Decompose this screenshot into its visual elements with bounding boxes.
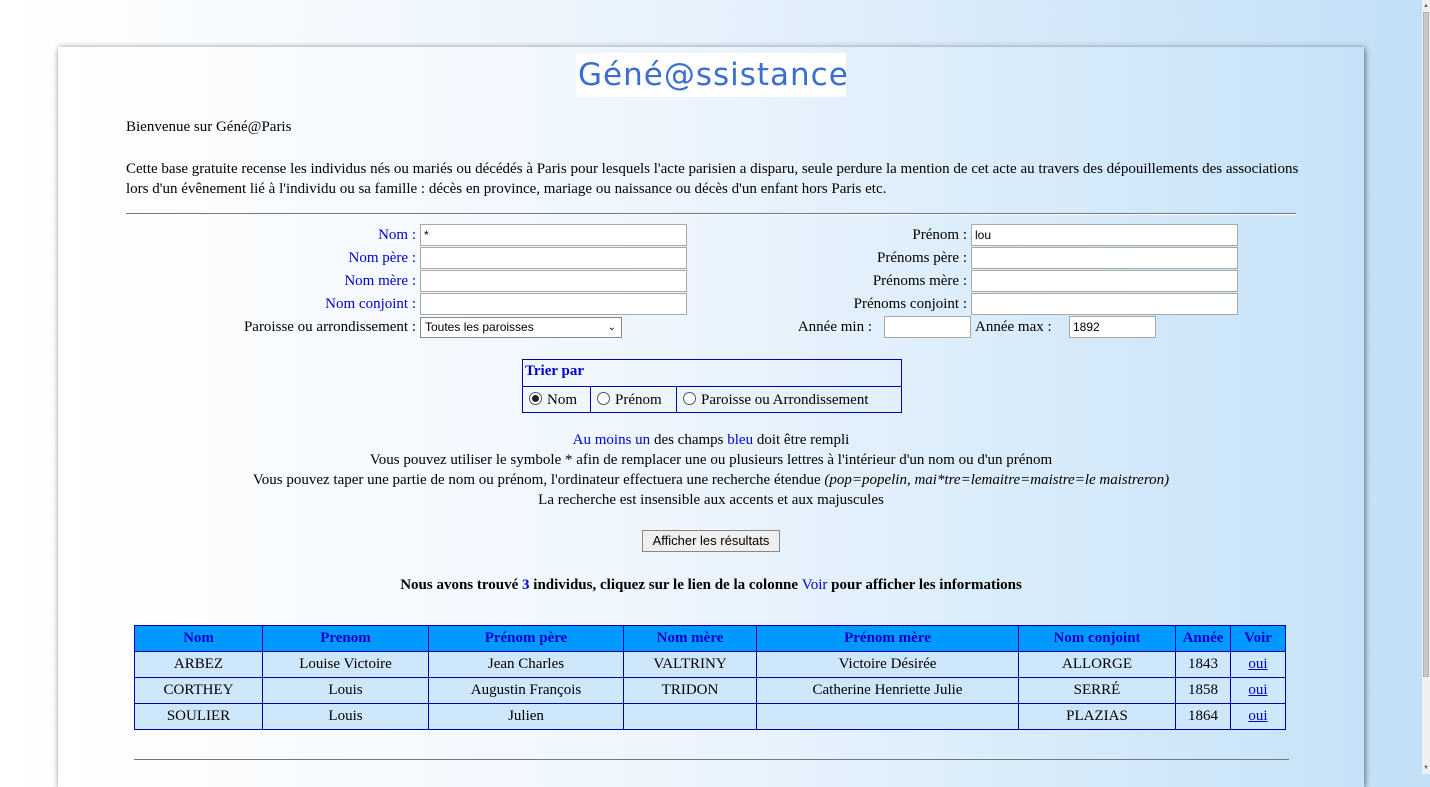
welcome-text: Bienvenue sur Géné@Paris bbox=[126, 119, 292, 135]
help-example: (pop=popelin, mai*tre=lemaitre=maistre=le maistreron) bbox=[824, 472, 1170, 488]
page-scrollbar[interactable] bbox=[1422, 0, 1430, 774]
table-row bbox=[135, 652, 1286, 678]
header-prenom-pere: Prénom père bbox=[429, 626, 624, 652]
bottom-divider bbox=[134, 759, 1289, 760]
voir-link[interactable]: oui bbox=[1248, 708, 1268, 724]
logo bbox=[576, 53, 849, 97]
sort-option-paroisse[interactable] bbox=[677, 387, 901, 413]
nom-conjoint-input[interactable] bbox=[420, 293, 687, 315]
cell-nom: CORTHEY bbox=[135, 678, 263, 704]
prenoms-mere-label: Prénoms mère : bbox=[872, 273, 967, 289]
result-count: 3 bbox=[522, 577, 530, 593]
header-annee: Année bbox=[1176, 626, 1231, 652]
sort-option-label: Prénom bbox=[615, 392, 662, 408]
help-emphasis: Au moins un bbox=[572, 432, 651, 448]
nom-conjoint-label: Nom conjoint : bbox=[325, 296, 416, 312]
cell-nom-mere: VALTRINY bbox=[624, 652, 757, 678]
summary-text: Nous avons trouvé bbox=[400, 577, 523, 593]
prenoms-conjoint-input[interactable] bbox=[971, 293, 1238, 315]
summary-text: individus, cliquez sur le lien de la colonne bbox=[529, 577, 802, 593]
header-prenom: Prenom bbox=[263, 626, 429, 652]
intro-text: Cette base gratuite recense les individus nés ou mariés ou décédés à Paris pour lesquels l'acte parisien a disparu, seule perdure la mention de cet acte au travers des dépouillements des associations lors d'un évênement lié à l'individu ou sa famille : décès en province, mariage ou naissance ou décès d'un enfant hors Paris etc. bbox=[126, 161, 1299, 197]
cell-prenom-pere: Augustin François bbox=[429, 678, 624, 704]
prenoms-pere-label: Prénoms père : bbox=[877, 250, 967, 266]
paroisse-select-value: Toutes les paroisses bbox=[425, 320, 534, 334]
header-nom-conjoint: Nom conjoint bbox=[1019, 626, 1176, 652]
cell-annee: 1858 bbox=[1176, 678, 1231, 704]
voir-link[interactable]: oui bbox=[1248, 656, 1268, 672]
prenom-input[interactable]: lou bbox=[971, 224, 1238, 246]
cell-prenom: Louis bbox=[263, 678, 429, 704]
prenom-label: Prénom : bbox=[912, 227, 967, 243]
help-line-1 bbox=[58, 430, 1364, 450]
sort-option-prenom[interactable] bbox=[591, 387, 677, 413]
nom-pere-input[interactable] bbox=[420, 247, 687, 269]
summary-voir: Voir bbox=[801, 577, 828, 593]
nom-pere-label: Nom père : bbox=[348, 250, 416, 266]
annee-min-input[interactable] bbox=[884, 316, 971, 338]
cell-prenom: Louise Victoire bbox=[263, 652, 429, 678]
cell-nom-conjoint: ALLORGE bbox=[1019, 652, 1176, 678]
header-voir: Voir bbox=[1231, 626, 1286, 652]
summary-text: pour afficher les informations bbox=[827, 577, 1022, 593]
results-summary bbox=[58, 577, 1364, 594]
nom-label: Nom : bbox=[378, 227, 416, 243]
prenoms-pere-input[interactable] bbox=[971, 247, 1238, 269]
divider bbox=[126, 213, 1296, 215]
cell-annee: 1864 bbox=[1176, 704, 1231, 730]
sort-option-label: Paroisse ou Arrondissement bbox=[701, 392, 869, 408]
annee-max-label: Année max : bbox=[975, 319, 1052, 335]
cell-voir bbox=[1231, 652, 1286, 678]
cell-annee: 1843 bbox=[1176, 652, 1231, 678]
sort-box bbox=[522, 359, 902, 413]
cell-voir bbox=[1231, 678, 1286, 704]
cell-prenom: Louis bbox=[263, 704, 429, 730]
help-line-3 bbox=[58, 470, 1364, 490]
cell-nom: ARBEZ bbox=[135, 652, 263, 678]
radio-selected-icon[interactable] bbox=[529, 392, 542, 405]
cell-prenom-mere: Victoire Désirée bbox=[757, 652, 1019, 678]
prenoms-mere-input[interactable] bbox=[971, 270, 1238, 292]
table-header-row bbox=[135, 626, 1286, 652]
table-row bbox=[135, 678, 1286, 704]
help-emphasis: bleu bbox=[727, 432, 754, 448]
help-text: Vous pouvez taper une partie de nom ou prénom, l'ordinateur effectuera une recherche étendue bbox=[252, 472, 825, 488]
nom-mere-label: Nom mère : bbox=[344, 273, 416, 289]
chevron-down-icon: ⌄ bbox=[607, 322, 616, 333]
header-prenom-mere: Prénom mère bbox=[757, 626, 1019, 652]
voir-link[interactable]: oui bbox=[1248, 682, 1268, 698]
cell-prenom-mere bbox=[757, 704, 1019, 730]
cell-nom-mere bbox=[624, 704, 757, 730]
cell-nom-conjoint: SERRÉ bbox=[1019, 678, 1176, 704]
cell-nom-conjoint: PLAZIAS bbox=[1019, 704, 1176, 730]
main-card bbox=[58, 47, 1364, 787]
cell-prenom-pere: Jean Charles bbox=[429, 652, 624, 678]
sort-options bbox=[523, 386, 901, 413]
prenoms-conjoint-label: Prénoms conjoint : bbox=[853, 296, 967, 312]
nom-mere-input[interactable] bbox=[420, 270, 687, 292]
sort-option-label: Nom bbox=[547, 392, 577, 408]
cell-voir bbox=[1231, 704, 1286, 730]
cell-nom-mere: TRIDON bbox=[624, 678, 757, 704]
radio-icon[interactable] bbox=[597, 392, 610, 405]
help-text: doit être rempli bbox=[753, 432, 850, 448]
paroisse-label: Paroisse ou arrondissement : bbox=[243, 319, 416, 335]
cell-prenom-pere: Julien bbox=[429, 704, 624, 730]
scroll-down-arrow-icon[interactable]: ▼ bbox=[1423, 765, 1429, 771]
table-row bbox=[135, 704, 1286, 730]
paroisse-select[interactable] bbox=[420, 317, 622, 338]
scroll-thumb[interactable] bbox=[1423, 12, 1429, 677]
annee-min-label: Année min : bbox=[797, 319, 872, 335]
help-text: des champs bbox=[650, 432, 728, 448]
scroll-up-arrow-icon[interactable]: ▲ bbox=[1423, 3, 1429, 9]
radio-icon[interactable] bbox=[683, 392, 696, 405]
cell-prenom-mere: Catherine Henriette Julie bbox=[757, 678, 1019, 704]
nom-input[interactable]: * bbox=[420, 224, 687, 246]
sort-option-nom[interactable] bbox=[523, 387, 591, 413]
help-line-4: La recherche est insensible aux accents et aux majuscules bbox=[538, 492, 884, 508]
cell-nom: SOULIER bbox=[135, 704, 263, 730]
annee-max-input[interactable]: 1892 bbox=[1069, 316, 1156, 338]
header-nom: Nom bbox=[135, 626, 263, 652]
sort-title: Trier par bbox=[525, 363, 585, 379]
submit-button[interactable]: Afficher les résultats bbox=[642, 530, 780, 552]
help-line-2: Vous pouvez utiliser le symbole * afin de remplacer une ou plusieurs lettres à l'intérieur d'un nom ou d'un prénom bbox=[369, 452, 1053, 468]
header-nom-mere: Nom mère bbox=[624, 626, 757, 652]
logo-text: Géné@ssistance bbox=[578, 57, 849, 93]
results-table bbox=[134, 625, 1286, 730]
